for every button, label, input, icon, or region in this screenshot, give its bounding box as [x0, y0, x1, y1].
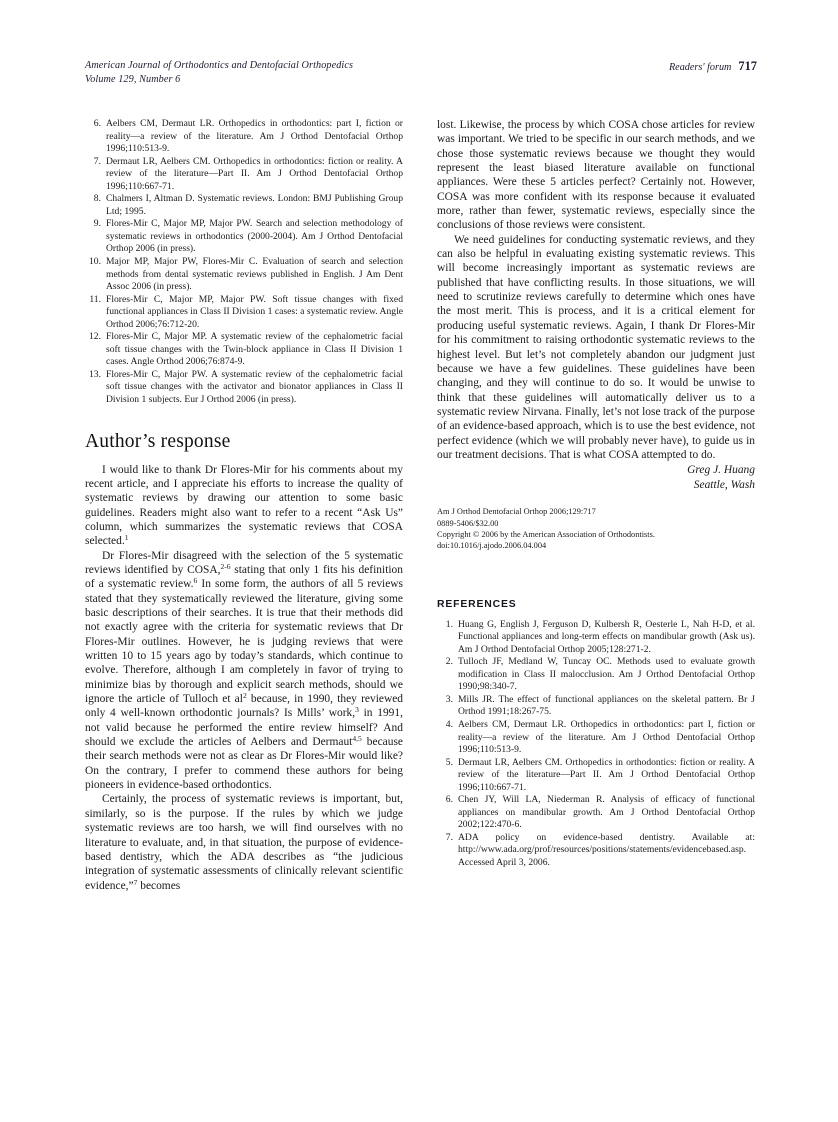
superscript-citation: 4,5	[352, 734, 362, 744]
reference-text: Aelbers CM, Dermaut LR. Orthopedics in orthodontics: part I, fiction or reality—a review of the literature. Am J Orthod Dentofacial Orthop 1996;110:513-9.	[106, 118, 403, 155]
reference-text: Dermaut LR, Aelbers CM. Orthopedics in orthodontics: fiction or reality. A review of the literature—Part II. Am J Orthod Dentofacial Orthop 1996;110:667-71.	[106, 155, 403, 192]
paragraph-text: stating that only 1 fits his definition of a systematic review.	[85, 563, 403, 591]
reference-item	[85, 193, 403, 218]
reference-item	[85, 331, 403, 369]
section-label: Readers' forum	[668, 62, 732, 73]
superscript-citation: 2	[242, 691, 247, 701]
reference-item	[437, 832, 755, 870]
signature-name: Greg J. Huang	[687, 464, 755, 477]
reference-item	[437, 656, 755, 694]
reference-number: 6.	[445, 794, 453, 806]
section-heading-authors-response: Author’s response	[85, 430, 231, 452]
references-heading: REFERENCES	[437, 598, 517, 610]
paragraph-text: becomes	[137, 879, 181, 892]
reference-number: 13.	[89, 368, 101, 380]
reference-item	[437, 719, 755, 757]
reference-text: Flores-Mir C, Major PW. A systematic review of the cephalometric facial soft tissue changes with the activator and bionator appliances in Class II Division 1 subjects. Eur J Orthod 2006 (in press).	[106, 368, 403, 406]
left-column	[85, 118, 403, 893]
page-number: 717	[738, 59, 757, 73]
superscript-citation: 3	[355, 705, 359, 715]
reference-list	[437, 619, 755, 870]
reference-text: Mills JR. The effect of functional appliances on the skeletal pattern. Br J Orthod 1991;18:267-75.	[458, 693, 755, 718]
reference-text: Flores-Mir C, Major MP. A systematic review of the cephalometric facial soft tissue changes with the Twin-block appliance in Class II Division 1 cases. Angle Orthod 2006;76:874-9.	[106, 331, 403, 368]
reference-number: 6.	[93, 118, 101, 129]
reference-item	[85, 218, 403, 256]
running-head-journal	[85, 59, 353, 87]
reference-text: Dermaut LR, Aelbers CM. Orthopedics in orthodontics: fiction or reality. A review of the literature—Part II. Am J Orthod Dentofacial Orthop 1996;110:667-71.	[458, 756, 755, 793]
reference-item	[85, 369, 403, 407]
footnote-block	[437, 506, 755, 551]
reference-item	[437, 694, 755, 719]
reference-number: 12.	[89, 331, 101, 343]
reference-text: Major MP, Major PW, Flores-Mir C. Evaluation of search and selection methods from dental systematic reviews published in English. J Am Dent Assoc 2006 (in press).	[106, 256, 403, 293]
footnote-doi: doi:10.1016/j.ajodo.2006.04.004	[437, 541, 547, 551]
journal-volume-issue: Volume 129, Number 6	[85, 74, 181, 85]
reference-text: Chalmers I, Altman D. Systematic reviews. London: BMJ Publishing Group Ltd; 1995.	[106, 193, 403, 217]
paragraph-text: because, in 1990, they reviewed only 4 well-known orthodontic journals? Is Mills’ work,	[85, 693, 404, 720]
reference-number: 9.	[93, 218, 101, 230]
reference-number: 5.	[445, 756, 453, 768]
author-signature	[437, 463, 755, 492]
reference-number: 7.	[93, 155, 101, 167]
paragraph-text: because their search methods were not as clear as Dr Flores-Mir would like? On the contrary, I prefer to commend these authors for being pioneers in evidence-based orthodontics.	[85, 736, 403, 792]
reference-text: Huang G, English J, Ferguson D, Kulbersh R, Oesterle L, Nah H-D, et al. Functional appliances and long-term effects on mandibular growth (Ask us). Am J Orthod Dentofacial Orthop 2005;128:271-2.	[458, 618, 755, 655]
reference-text: Tulloch JF, Medland W, Tuncay OC. Methods used to evaluate growth modification in Class II malocclusion. Am J Orthod Dentofacial Orthop 1990;98:340-7.	[458, 656, 755, 693]
response-paragraph-5: We need guidelines for conducting systematic reviews, and they can also be helpful in evaluating existing systematic reviews. This will become increasingly important as systematic reviews are published that have conflicting results. In those situations, we will need to scrutinize reviews carefully to determine which ones have the most merit. This is process, and it is a critical element for producing useful systematic reviews. Again, I thank Dr Flores-Mir for his commitment to raising orthodontic systematic reviews to the highest level. But let’s not completely abandon our judgment just because we have a few guidelines. These guidelines have been changing, and they will continue to do so. It would be unwise to think that these guidelines will automatically deliver us to a systematic review Nirvana. Finally, let’s not lose track of the purpose of an evidence-based approach, which is to use the best evidence, not perfect evidence (which we will probably never have), to guide us in our treatment decisions. That is what COSA attempted to do.	[437, 233, 755, 461]
paragraph-text: In some form, the authors of all 5 reviews stated that they systematically reviewed the literature, giving some basic descriptions of their searches. It is true that their methods did not exactly agree with the criteria for systematic reviews that Dr Flores-Mir outlines. However, he is judging reviews that were written 10 to 15 years ago by today’s standards, which continue to evolve. Therefore, although I am completely in favor of trying to minimize bias by thorough and explicit search methods, should we ignore the article of Tulloch et al	[85, 578, 403, 706]
reference-number: 3.	[445, 693, 453, 705]
reference-number: 4.	[445, 719, 453, 730]
response-paragraph-2	[85, 549, 403, 793]
paragraph-text: I would like to thank Dr Flores-Mir for his comments about my recent article, and I appreciate his efforts to increase the quality of systematic reviews by drawing our attention to some basic guidelines. Readers might also want to refer to a recent “Ask Us” column, which summarizes the systematic reviews that COSA selected.	[85, 463, 403, 548]
reference-text: Chen JY, Will LA, Niederman R. Analysis of efficacy of functional appliances on mandibular growth. Am J Orthod Dentofacial Orthop 2002;122:470-6.	[458, 794, 755, 831]
reference-number: 8.	[93, 193, 101, 205]
reference-item	[437, 757, 755, 795]
running-head	[85, 59, 757, 93]
continued-reference-list	[85, 118, 403, 407]
footnote-issn-price: 0889-5406/$32.00	[437, 518, 499, 528]
response-paragraph-3	[85, 792, 403, 892]
footnote-copyright: Copyright © 2006 by the American Association of Orthodontists.	[437, 530, 655, 540]
journal-title: American Journal of Orthodontics and Dentofacial Orthopedics	[85, 60, 354, 71]
response-paragraph-4: lost. Likewise, the process by which COSA chose articles for review was important. We tried to be specific in our search methods, and we chose those systematic reviews because we thought they would represent the least biased literature available on functional appliances. Were these 5 articles perfect? Certainly not. However, COSA was more confident with its response because it evaluated more, rather than fewer, systematic reviews, especially since the conclusions of those reviews were consistent.	[437, 119, 755, 232]
reference-number: 10.	[89, 256, 101, 268]
reference-number: 1.	[445, 618, 453, 630]
superscript-citation: 6	[193, 576, 198, 586]
footnote-citation: Am J Orthod Dentofacial Orthop 2006;129:717	[437, 507, 596, 517]
reference-item	[437, 794, 755, 832]
reference-number: 7.	[445, 831, 453, 843]
reference-number: 11.	[89, 293, 101, 305]
reference-item	[85, 294, 403, 332]
reference-text: Flores-Mir C, Major MP, Major PW. Search and selection methodology of systematic reviews in orthodontics (2000-2004). Am J Orthod Dentofacial Orthop 2006 (in press).	[106, 218, 403, 255]
reference-item	[85, 156, 403, 194]
paragraph-text: in 1991, not valid because he performed the entire review himself? And should we exclude the articles of Aelbers and Dermaut	[85, 707, 403, 749]
reference-item	[85, 256, 403, 294]
response-paragraph-1	[85, 463, 403, 549]
paragraph-text: Certainly, the process of systematic reviews is important, but, similarly, so is the purpose. If the rules by which we judge systematic reviews are too harsh, we will find ourselves with no literature to evaluate, and, in that situation, the purpose of evidence-based dentistry, which the ADA describes as “the judicious integration of systematic assessments of clinically relevant scientific evidence,”	[85, 793, 403, 892]
reference-text: ADA policy on evidence-based dentistry. Available at: http://www.ada.org/prof/resources/positions/statements/evidencebased.asp. Accessed April 3, 2006.	[458, 831, 755, 869]
reference-item	[85, 118, 403, 156]
superscript-citation: 1	[124, 533, 129, 543]
superscript-citation: 7	[133, 877, 138, 887]
paragraph-text: Dr Flores-Mir disagreed with the selection of the 5 systematic reviews identified by COSA,	[85, 549, 403, 576]
reference-number: 2.	[445, 656, 453, 668]
running-head-section	[669, 59, 757, 75]
superscript-citation: 2-6	[220, 562, 231, 572]
reference-text: Aelbers CM, Dermaut LR. Orthopedics in orthodontics: part I, fiction or reality—a review of the literature. Am J Orthod Dentofacial Orthop 1996;110:513-9.	[458, 719, 755, 756]
signature-location: Seattle, Wash	[693, 478, 755, 491]
reference-text: Flores-Mir C, Major MP, Major PW. Soft tissue changes with fixed functional appliances in Class II Division 1 cases: a systematic review. Angle Orthod 2006;76:712-20.	[106, 293, 403, 330]
right-column	[437, 118, 755, 870]
reference-item	[437, 619, 755, 657]
